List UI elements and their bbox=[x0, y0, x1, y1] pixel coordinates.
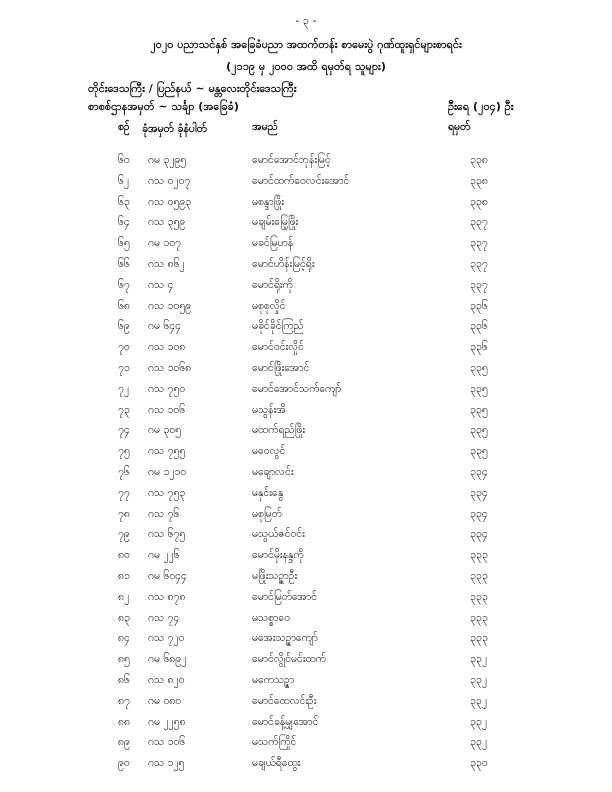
marks-value: ၃၃၅ bbox=[470, 382, 488, 395]
table-row bbox=[0, 632, 612, 653]
roll-number: ဂသ ၁၀၆ bbox=[148, 403, 186, 416]
roll-number: ဂသ ၈၆၂ bbox=[148, 257, 185, 270]
row-number: ၆၈ bbox=[118, 299, 130, 312]
roll-number: ဂသ ၀၂၀၇ bbox=[148, 174, 191, 187]
table-row bbox=[0, 674, 612, 695]
roll-number: ဂသ ၁၂၅ bbox=[148, 757, 185, 770]
table-row bbox=[0, 612, 612, 633]
roll-number: ဂသ ၇၆ bbox=[148, 507, 180, 520]
roll-number: ဂသ ၇၂၀ bbox=[148, 632, 185, 645]
student-name: မစုစုလှိုင် bbox=[252, 299, 286, 312]
roll-number: ဂသ ၇၄ bbox=[148, 611, 180, 624]
table-row bbox=[0, 258, 612, 279]
marks-value: ၃၃၀ bbox=[470, 757, 488, 770]
table-row bbox=[0, 695, 612, 716]
table-row bbox=[0, 487, 612, 508]
student-name: မောင်ဖြိုးအောင် bbox=[252, 361, 310, 374]
marks-value: ၃၃၄ bbox=[470, 486, 488, 499]
marks-value: ၃၃၄ bbox=[470, 465, 488, 478]
row-number: ၆၂ bbox=[118, 174, 130, 187]
row-number: ၆၃ bbox=[118, 195, 130, 208]
roll-number: ဂသ ၁၀၈ bbox=[148, 341, 186, 354]
row-number: ၈၂ bbox=[118, 590, 130, 603]
table-row bbox=[0, 341, 612, 362]
marks-value: ၃၃၅ bbox=[470, 403, 488, 416]
student-name: မောင်ရိုးကို bbox=[252, 278, 293, 291]
column-header-marks: ရမှတ် bbox=[448, 121, 471, 133]
roll-number: ဂမ ၆၀၄၄ bbox=[148, 569, 187, 582]
student-name: မအေးသဉ္ဇာကျော် bbox=[252, 632, 318, 645]
results-table bbox=[0, 154, 612, 778]
student-name: မောင်ခန့်မျှအောင် bbox=[252, 715, 319, 728]
marks-value: ၃၃၆ bbox=[470, 299, 488, 312]
table-row bbox=[0, 466, 612, 487]
row-number: ၇၉ bbox=[118, 528, 130, 541]
document-title: ၂၀၂၀ ပညာသင်နှစ် အခြေခံပညာ အထက်တန်း စာမေးပွဲ ဂုဏ်ထူးရှင်များစာရင်း bbox=[150, 38, 462, 51]
table-row bbox=[0, 528, 612, 549]
row-number: ၇၅ bbox=[118, 445, 130, 458]
table-row bbox=[0, 216, 612, 237]
roll-number: ဂမ ၁၀၇ bbox=[148, 237, 182, 250]
marks-value: ၃၃၇ bbox=[470, 278, 488, 291]
roll-number: ဂမ ၃၂၉၅ bbox=[148, 154, 187, 166]
row-number: ၇၁ bbox=[118, 361, 130, 374]
row-number: ၆၆ bbox=[118, 257, 130, 270]
student-name: မောင်လွိုင်မင်းထက် bbox=[252, 653, 326, 666]
roll-number: ဂသ ၇၅၀ bbox=[148, 382, 186, 395]
row-number: ၆၄ bbox=[118, 216, 130, 229]
row-number: ၇၀ bbox=[118, 341, 130, 354]
table-row bbox=[0, 279, 612, 300]
document-subtitle: (၂၁၁၉ မှ ၂၀၀၀ အထိ ရမှတ်ရ သူများ) bbox=[226, 60, 386, 73]
exam-center-label: စာစစ်ဌာနအမှတ် ~ သင်္ချာ (အခြေခံ) bbox=[88, 100, 239, 113]
marks-value: ၃၃၂ bbox=[470, 673, 487, 686]
roll-number: ဂမ ၂၂၅၈ bbox=[148, 715, 186, 728]
row-number: ၈၀ bbox=[118, 549, 130, 562]
row-number: ၆၀ bbox=[118, 154, 130, 166]
table-row bbox=[0, 445, 612, 466]
table-row bbox=[0, 424, 612, 445]
marks-value: ၃၃၄ bbox=[470, 507, 488, 520]
marks-value: ၃၃၈ bbox=[470, 195, 488, 208]
marks-value: ၃၃၃ bbox=[470, 590, 488, 603]
student-name: မသက်ကြိုင် bbox=[252, 736, 297, 749]
row-number: ၉၀ bbox=[118, 757, 130, 770]
student-name: မောင်ဝင်းလှိုင် bbox=[252, 341, 304, 354]
student-name: မနှင်းနွေ bbox=[252, 486, 284, 499]
student-name: မသွန်းအိ bbox=[252, 403, 286, 416]
student-name: မစန္ဒာဖြိုး bbox=[252, 195, 285, 208]
row-number: ၈၅ bbox=[118, 653, 130, 666]
roll-number: ဂမ ၆၄၄ bbox=[148, 320, 182, 333]
roll-number: ဂသ ၁၀၅၉ bbox=[148, 299, 192, 312]
table-row bbox=[0, 300, 612, 321]
row-number: ၇၃ bbox=[118, 403, 130, 416]
marks-value: ၃၃၈ bbox=[470, 174, 488, 187]
roll-number: ဂသ ၈၇၈ bbox=[148, 590, 186, 603]
marks-value: ၃၃၆ bbox=[470, 320, 488, 333]
roll-number: ဂသ ၇၅၃ bbox=[148, 486, 186, 499]
roll-number: ဂမ ၀၈၀ bbox=[148, 694, 182, 707]
roll-number: ဂမ ၃၀၅ bbox=[148, 424, 182, 437]
student-name: မောင်မိုးနန္ဒကို bbox=[252, 549, 304, 562]
table-row bbox=[0, 653, 612, 674]
roll-number: ဂသ ၈၂၀ bbox=[148, 673, 185, 686]
student-name: မသစ္စာဝေ bbox=[252, 611, 290, 624]
student-name: မောင်ဟိန်းမြင့်ရိုး bbox=[252, 257, 315, 270]
row-number: ၈၃ bbox=[118, 611, 130, 624]
table-row bbox=[0, 237, 612, 258]
marks-value: ၃၃၇ bbox=[470, 237, 488, 250]
table-row bbox=[0, 591, 612, 612]
column-header-no: စဉ် bbox=[118, 121, 130, 133]
marks-value: ၃၃၈ bbox=[470, 154, 488, 166]
row-number: ၆၅ bbox=[118, 237, 130, 250]
row-number: ၇၇ bbox=[118, 486, 130, 499]
roll-number: ဂသ ၁၀၆ bbox=[148, 736, 186, 749]
marks-value: ၃၃၂ bbox=[470, 715, 487, 728]
roll-number: ဂသ ၆၇၅ bbox=[148, 528, 186, 541]
page-number: - ၃ - bbox=[295, 14, 317, 27]
region-label: တိုင်းဒေသကြီး / ပြည်နယ် ~ မန္တလေးတိုင်းဒေသကြီး bbox=[88, 82, 297, 95]
marks-value: ၃၃၄ bbox=[470, 528, 488, 541]
row-number: ၈၈ bbox=[118, 715, 130, 728]
table-row bbox=[0, 196, 612, 217]
marks-value: ၃၃၅ bbox=[470, 361, 488, 374]
marks-value: ၃၃၅ bbox=[470, 445, 488, 458]
marks-value: ၃၃၇ bbox=[470, 216, 488, 229]
marks-value: ၃၃၂ bbox=[470, 736, 487, 749]
student-name: မထက်ရည်ဖြိုး bbox=[252, 424, 306, 437]
marks-value: ၃၃၅ bbox=[470, 424, 488, 437]
student-name: မဖြိုးသဉ္ဇာဦး bbox=[252, 569, 298, 582]
table-row bbox=[0, 383, 612, 404]
table-row bbox=[0, 508, 612, 529]
table-row bbox=[0, 362, 612, 383]
student-name: မသွယ်ဇင်ဝင်း bbox=[252, 528, 305, 541]
total-count: ဦးရေ (၂၀၄) ဦး bbox=[448, 100, 514, 113]
table-row bbox=[0, 320, 612, 341]
student-name: မောင်ထက်ဝေလင်းအောင် bbox=[252, 174, 350, 187]
student-name: မောင်အောင်ဘုန်းမြင့် bbox=[252, 154, 331, 166]
student-name: မစုမြတ် bbox=[252, 507, 282, 520]
marks-value: ၃၃၂ bbox=[470, 694, 487, 707]
row-number: ၈၉ bbox=[118, 736, 130, 749]
student-name: မခိုင်ခိုင်ကြည် bbox=[252, 320, 304, 333]
roll-number: ဂသ ၃၅၉ bbox=[148, 216, 186, 229]
marks-value: ၃၃၃ bbox=[470, 569, 488, 582]
marks-value: ၃၃၃ bbox=[470, 549, 488, 562]
table-row bbox=[0, 549, 612, 570]
roll-number: ဂသ ၄ bbox=[148, 278, 174, 291]
student-name: မခင်မြဟန် bbox=[252, 237, 294, 250]
student-name: မကေသဉ္ဇာ bbox=[252, 673, 295, 686]
table-row bbox=[0, 736, 612, 757]
student-name: မချမ်းမြေ့ဖြိုး bbox=[252, 216, 299, 229]
row-number: ၈၆ bbox=[118, 673, 130, 686]
row-number: ၆၇ bbox=[118, 278, 130, 291]
roll-number: ဂမ ၂၂၆ bbox=[148, 549, 180, 562]
student-name: မောင်အောင်သက်ကျော် bbox=[252, 382, 342, 395]
column-header-name: အမည် bbox=[252, 121, 278, 133]
row-number: ၇၄ bbox=[118, 424, 130, 437]
table-row bbox=[0, 404, 612, 425]
roll-number: ဂသ ၇၅၅ bbox=[148, 445, 186, 458]
column-header-roll: ခုံအမှတ် ခုံနံပါတ် bbox=[142, 123, 207, 135]
row-number: ၈၇ bbox=[118, 694, 130, 707]
table-row bbox=[0, 154, 612, 175]
marks-value: ၃၃၇ bbox=[470, 257, 488, 270]
roll-number: ဂသ ၁၀၆၈ bbox=[148, 361, 192, 374]
table-row bbox=[0, 757, 612, 778]
row-number: ၇၆ bbox=[118, 465, 130, 478]
marks-value: ၃၃၃ bbox=[470, 611, 488, 624]
student-name: မောင်ထေလင်းဦး bbox=[252, 694, 317, 707]
row-number: ၇၂ bbox=[118, 382, 130, 395]
row-number: ၈၄ bbox=[118, 632, 130, 645]
roll-number: ဂမ ၆၈၉၂ bbox=[148, 653, 187, 666]
student-name: မောင်မြတ်အောင် bbox=[252, 590, 317, 603]
row-number: ၆၉ bbox=[118, 320, 130, 333]
row-number: ၈၁ bbox=[118, 569, 130, 582]
student-name: မချောလင်း bbox=[252, 465, 294, 478]
roll-number: ဂသ ၀၅၉၃ bbox=[148, 195, 192, 208]
table-row bbox=[0, 175, 612, 196]
student-name: မချယ်ရီထွေး bbox=[252, 757, 301, 770]
marks-value: ၃၃၆ bbox=[470, 341, 488, 354]
student-name: မဝေလွင် bbox=[252, 445, 286, 458]
marks-value: ၃၃၃ bbox=[470, 632, 488, 645]
table-row bbox=[0, 716, 612, 737]
roll-number: ဂမ ၁၂၁၀ bbox=[148, 465, 187, 478]
table-row bbox=[0, 570, 612, 591]
row-number: ၇၈ bbox=[118, 507, 130, 520]
marks-value: ၃၃၂ bbox=[470, 653, 487, 666]
